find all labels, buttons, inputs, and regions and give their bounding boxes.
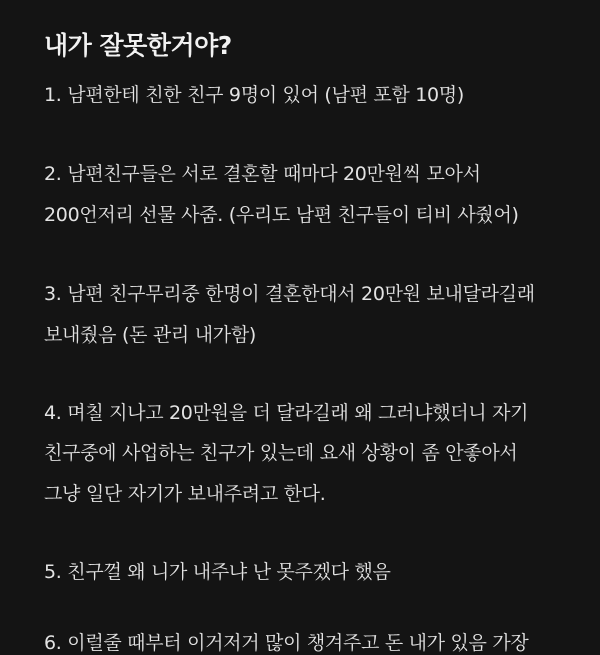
post-line-8: 그냥 일단 자기가 보내주려고 한다. (44, 483, 326, 505)
post-line-9: 5. 친구껄 왜 니가 내주냐 난 못주겠다 했음 (44, 561, 391, 583)
post-line-1: 1. 남편한테 친한 친구 9명이 있어 (남편 포함 10명) (44, 84, 464, 106)
post-line-7: 친구중에 사업하는 친구가 있는데 요새 상황이 좀 안좋아서 (44, 442, 518, 464)
post-line-3: 200언저리 선물 사줌. (우리도 남편 친구들이 티비 사줬어) (44, 204, 519, 226)
post-title: 내가 잘못한거야? (44, 31, 232, 60)
post-line-5: 보내줬음 (돈 관리 내가함) (44, 324, 256, 346)
post-line-10: 6. 이럴줄 때부터 이거저거 많이 챙겨주고 돈 내가 있음 가장 (44, 632, 529, 654)
post-line-6: 4. 며칠 지나고 20만원을 더 달라길래 왜 그러냐했더니 자기 (44, 402, 529, 424)
post-line-4: 3. 남편 친구무리중 한명이 결혼한대서 20만원 보내달라길래 (44, 283, 535, 305)
post-line-2: 2. 남편친구들은 서로 결혼할 때마다 20만원씩 모아서 (44, 163, 481, 185)
